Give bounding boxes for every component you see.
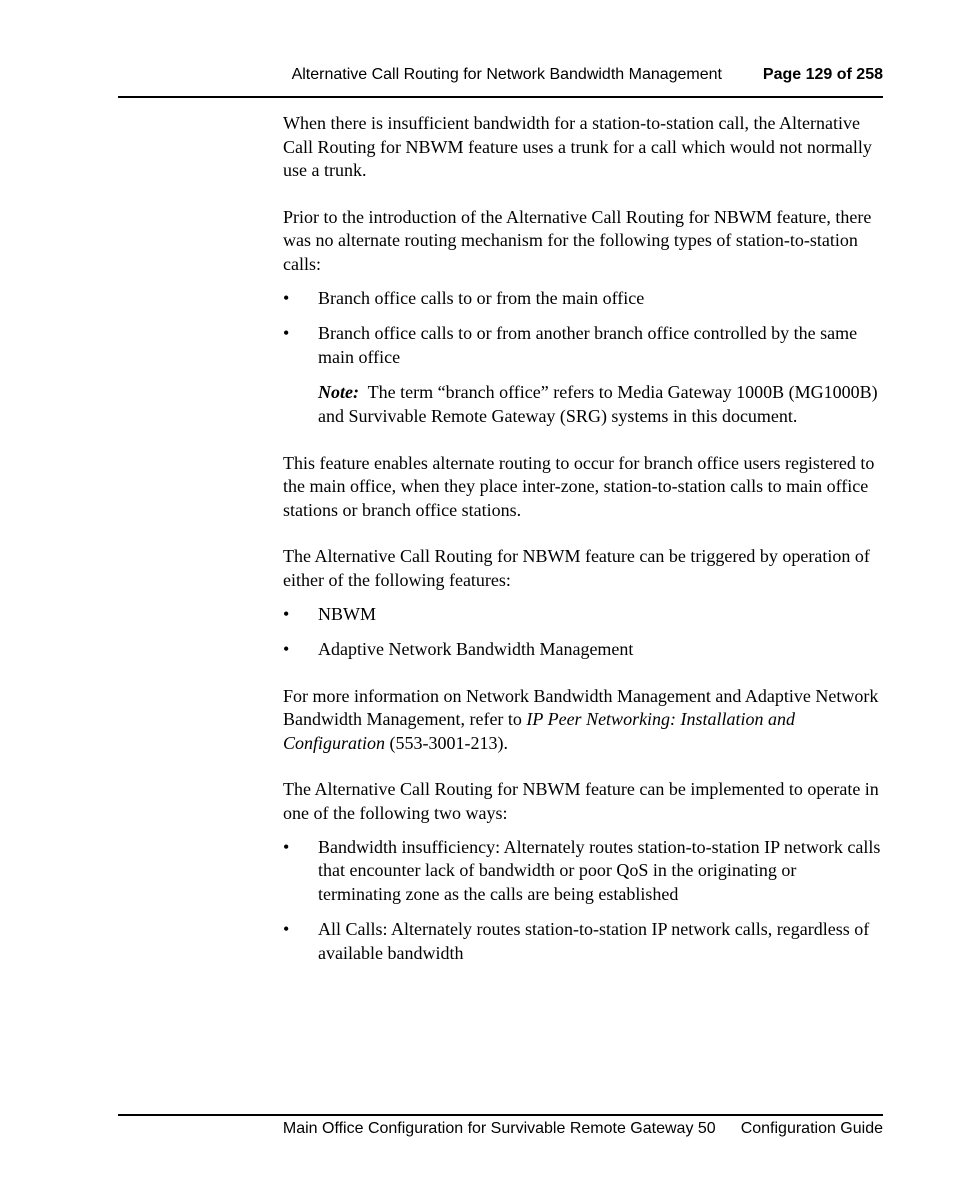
list-item-text: NBWM	[318, 603, 376, 624]
footer-document-title: Main Office Configuration for Survivable Remote Gateway 50	[282, 1120, 716, 1137]
list-item	[283, 836, 883, 907]
note-text: The term “branch office” refers to Media Gateway 1000B (MG1000B) and Survivable Remote Gateway (SRG) systems in this document.	[318, 382, 878, 426]
paragraph-6: The Alternative Call Routing for NBWM feature can be implemented to operate in one of the following two ways:	[283, 779, 879, 824]
page-number: Page 129 of 258	[762, 66, 883, 83]
bullet-icon: •	[283, 323, 290, 344]
page-header	[118, 66, 883, 98]
note-label: Note:	[318, 382, 359, 403]
bullet-icon: •	[283, 639, 290, 660]
bullet-icon: •	[283, 836, 290, 857]
paragraph-3: This feature enables alternate routing to occur for branch office users registered to the main office, when they place inter-zone, station-to-station calls to main office stations or branch office stations.	[283, 452, 875, 520]
bullet-icon: •	[283, 287, 290, 308]
header-title: Alternative Call Routing for Network Bandwidth Management	[291, 66, 722, 83]
paragraph-2: Prior to the introduction of the Alternative Call Routing for NBWM feature, there was no alternate routing mechanism for the following types of station-to-station calls:	[283, 206, 872, 274]
paragraph-5-start: For more information on Network Bandwidth Management and Adaptive Network Bandwidth Management, refer to	[283, 685, 879, 730]
paragraph-1: When there is insufficient bandwidth for a station-to-station call, the Alternative Call Routing for NBWM feature uses a trunk for a call which would not normally use a trunk.	[283, 113, 872, 181]
list-item-text: Adaptive Network Bandwidth Management	[318, 639, 634, 660]
list-item	[283, 287, 883, 311]
note-block	[283, 381, 883, 428]
paragraph-4: The Alternative Call Routing for NBWM feature can be triggered by operation of either of the following features:	[283, 546, 870, 590]
list-item	[283, 638, 883, 662]
footer-text	[283, 1120, 883, 1138]
list-item-text: All Calls: Alternately routes station-to-station IP network calls, regardless of available bandwidth	[318, 919, 870, 964]
list-item-text: Branch office calls to or from another branch office controlled by the same main office	[318, 323, 858, 367]
list-item-text: Bandwidth insufficiency: Alternately routes station-to-station IP network calls that encounter lack of bandwidth or poor QoS in the originating or terminating zone as the calls are being established	[318, 836, 881, 904]
list-item	[283, 322, 883, 369]
document-reference-title: IP Peer Networking: Installation and Configuration	[283, 709, 796, 753]
list-item-text: Branch office calls to or from the main office	[318, 287, 645, 308]
list-item	[283, 603, 883, 627]
footer-guide-type: Configuration Guide	[740, 1120, 883, 1137]
bullet-icon: •	[283, 919, 290, 940]
page-footer	[118, 1114, 883, 1137]
paragraph-5	[283, 685, 883, 756]
document-body	[283, 112, 883, 978]
list-item	[283, 918, 883, 965]
bullet-icon: •	[283, 603, 290, 624]
paragraph-5-end: (553-3001-213).	[385, 732, 508, 753]
